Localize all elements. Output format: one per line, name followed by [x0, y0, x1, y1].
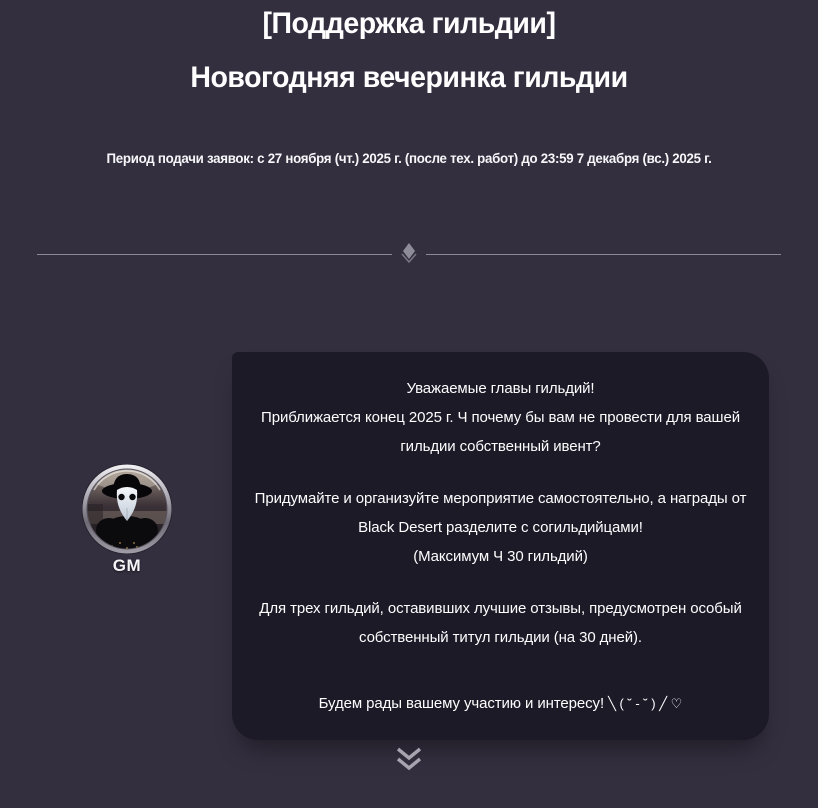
chevron-double-down-icon: [393, 746, 425, 772]
application-period-text: Период подачи заявок: с 27 ноября (чт.) 2025 г. (после тех. работ) до 23:59 7 декабря (вс.) 2025 г.: [106, 150, 712, 166]
message-paragraph-event-idea: [252, 484, 749, 571]
message-line: Приближается конец 2025 г. Ч почему бы вам не провести для вашей гильдии собственный ивент?: [261, 409, 740, 455]
event-title: Новогодняя вечеринка гильдии: [190, 61, 628, 94]
message-line: Уважаемые главы гильдий!: [406, 380, 595, 397]
gm-plague-doctor-avatar-icon: [82, 464, 172, 554]
message-paragraph-title-reward: [252, 594, 749, 652]
closing-text: Будем рады вашему участию и интересу!: [318, 695, 605, 712]
gm-message-bubble: [232, 352, 769, 740]
divider-line-right: [426, 254, 781, 255]
message-paragraph-closing: [252, 689, 749, 718]
divider-line-left: [37, 254, 392, 255]
message-paragraph-greeting: [252, 374, 749, 461]
section-divider: [37, 242, 781, 266]
message-line: Для трех гильдий, оставивших лучшие отзывы, предусмотрен особый собственный титул гильдии (на 30 дней).: [259, 600, 742, 646]
diamond-chevron-icon: [394, 242, 424, 266]
scroll-down-button[interactable]: [391, 744, 427, 774]
kaomoji-heart: ╲ ( ˘ - ˘ ) ╱ ♡: [608, 696, 683, 711]
message-line: Придумайте и организуйте мероприятие самостоятельно, а награды от Black Desert разделите с согильдийцами!: [254, 490, 747, 536]
avatar-label: GM: [112, 556, 142, 575]
gm-avatar-block: [82, 464, 172, 576]
event-category-title: [Поддержка гильдии]: [262, 7, 556, 40]
message-line: (Максимум Ч 30 гильдий): [413, 548, 588, 565]
